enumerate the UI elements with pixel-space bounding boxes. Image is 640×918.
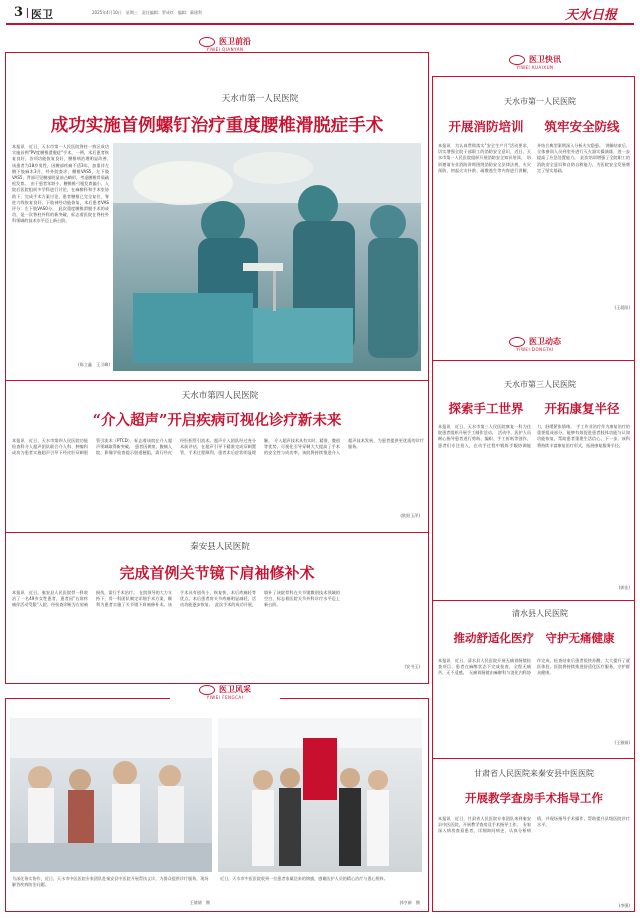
article6-headline: 推动舒适化医疗 守护无痛健康 xyxy=(453,631,615,645)
section-logo-icon xyxy=(509,55,525,65)
article5-signature: (郭佳) xyxy=(618,585,630,590)
article4-headline-right: 筑牢安全防线 xyxy=(544,119,620,134)
section-head-qianyan xyxy=(170,36,280,52)
article3-hospital: 秦安县人民医院 xyxy=(190,542,250,552)
article-divider xyxy=(6,380,428,381)
dongtai-top-rule xyxy=(433,360,634,361)
banner-scene-illustration xyxy=(218,718,422,872)
article4-headline-left: 开展消防培训 xyxy=(448,119,524,134)
section-head-dongtai xyxy=(480,336,590,352)
article2-body: 本报讯 近日，天水市第四人民医院功能检查科介入超声团队联合介入科、肿瘤科成功为患者实施超声引导下经皮肝穿刺胆管引流术（PTCD），标志着该院在介入超声领域取得新突破。 患者因黄疸、腹痛入院，影像学检查提示胆道梗阻，需行经皮经肝胆管引流术。超声介入团队经过充分术前评估，在超声引导下精准完成穿刺置管，手术过程顺利，患者术后症状明显缓解。 介入超声技术具有实时、精准、微创等优势，可视化引导穿刺大大提高了手术的安全性与成功率。该院将持续推进介入超声技术发展，为患者提供更优质的诊疗服务。 xyxy=(12,438,424,456)
article1-hospital: 天水市第一人民医院 xyxy=(221,94,299,104)
article5-hospital: 天水市第三人民医院 xyxy=(504,380,576,389)
section-head-fengcai xyxy=(170,684,280,700)
article6-body: 本报讯 近日，清水县人民医院开展无痛胃肠镜检查项目，患者在麻醉状态下完成检查，全程无痛苦、无不适感。 无痛胃肠镜由麻醉科与消化内科协作完成，检查结束后患者很快苏醒，大大提升了就医体验。医院将持续推进舒适化医疗服务，守护群众健康。 xyxy=(438,658,630,676)
article5-body: 本报讯 近日，天水市第三人民医院康复一科为住院患者组织开展手工制作活动。 活动中，医护人员耐心指导患者进行剪纸、编织、手工折纸等创作，患者们专注投入，在动手过程中锻炼手眼协调能力，舒缓紧张情绪。 手工作业治疗作为康复治疗的重要组成部分，能够有效促进患者肢体功能与认知功能恢复，帮助患者重建生活信心。下一步，该科将持续丰富康复治疗形式，拓展康复服务半径。 xyxy=(438,424,630,448)
section-name: 医卫 xyxy=(31,8,53,21)
section-logo-icon xyxy=(199,37,215,47)
article4-signature: (王晨阳) xyxy=(614,305,630,310)
section-title: 医卫风采 xyxy=(219,685,251,694)
article1-headline: 成功实施首例螺钉治疗重度腰椎滑脱症手术 xyxy=(50,116,384,136)
clinic-scene-illustration xyxy=(10,718,212,872)
photo-caption-left-signature: 王倩倩 摄 xyxy=(189,900,210,905)
article-divider xyxy=(433,758,634,759)
photo-caption-right: 近日，天水市中医医院收到一位患者家属送来的锦旗，感谢医护人员的精心治疗与悉心照料。 xyxy=(220,876,388,881)
masthead-rule xyxy=(6,23,634,25)
date-line: 2025年4月10日 星期三 责任编辑：罗成红 编辑：蔺建利 xyxy=(92,10,202,15)
article2-headline: “介入超声”开启疾病可视化诊疗新未来 xyxy=(92,412,342,429)
article7-hospital: 甘肃省人民医院来秦安县中医医院 xyxy=(474,769,594,778)
article1-body: 本报讯 近日，天水市第一人民医院脊柱一病区成功实施首例"PV度腰椎滑脱症"手术，一例，术后患者恢复良好，各项功能恢复良好，腰椎病治理明显改善。 该患者为18岁男性，因腰部疼痛不适3年，加重伴左侧下肢麻木3月，经外院查诊，腰椎VAS5，左下肢VAS5，背部可见腰部明显前凸畸形，考虑腰椎骨质疏松发育。 由于患者年龄小，腰椎椎弓根发育偏小，入院后医院组织多学科进行讨论，在麻醉科和手术室协助下，完成手术方案讨论，患者腰椎已完全复位，脊柱力线恢复良好，下肢神经功能恢复，术后患者VAS评分：左下肢VAS0分。 此次重度腰椎滑脱手术的成功，是一次脊柱外科的新突破，标志着医院在脊柱外科领域的技术水平迈上新台阶。 xyxy=(12,144,114,224)
article7-signature: (李强) xyxy=(618,903,630,908)
article1-signature: (陈立鑫 王卫峰) xyxy=(78,362,110,367)
page-number: 3 xyxy=(14,5,24,20)
article-divider xyxy=(433,600,634,601)
section-title: 医卫前沿 xyxy=(219,37,251,46)
section-title: 医卫动态 xyxy=(529,337,561,346)
clinic-photo xyxy=(10,718,212,872)
page-divider-mark xyxy=(27,8,28,18)
article3-body: 本报讯 近日，秦安县人民医院骨一科收治了一名49岁女性患者，患者因"右肩疼痛伴活动受限"入院。经检查诊断为右肩袖损伤，需行手术治疗。 在院领导的大力支持下，骨一科团队制定详细手术方案，顺利为患者实施了关节镜下肩袖修补术。该手术具有创伤小、恢复快、术后疼痛轻等优点。术后患者肩关节疼痛明显减轻，活动功能逐步恢复。 此次手术的成功开展，填补了该院骨科在关节镜微创技术领域的空白，标志着医院关节外科诊疗水平迈上新台阶。 xyxy=(12,590,340,608)
photo-caption-left: 为深化务实协作，近日，天水市中医医院专家团队赴秦安县中医院开展帮扶义诊，为群众提供诊疗服务，现场解答疾病防治问题。 xyxy=(12,876,209,888)
paper-name: 天水日报 xyxy=(565,8,618,23)
section-pinyin: YIWEI DONGTAI xyxy=(516,347,554,352)
banner-photo xyxy=(218,718,422,872)
article3-headline: 完成首例关节镜下肩袖修补术 xyxy=(119,564,315,582)
article3-signature: (安书玉) xyxy=(404,664,420,669)
section-pinyin: YIWEI KUAIXUN xyxy=(516,65,554,70)
article6-hospital: 清水县人民医院 xyxy=(512,609,568,618)
article2-hospital: 天水市第四人民医院 xyxy=(181,391,259,401)
section-title: 医卫快讯 xyxy=(529,55,561,64)
article6-signature: (王雅娟) xyxy=(614,740,630,745)
article4-hospital: 天水市第一人民医院 xyxy=(504,97,576,106)
article5-headline-left: 探索手工世界 xyxy=(448,401,524,416)
section-logo-icon xyxy=(199,685,215,695)
photo-caption-right-signature: 郭亨新 摄 xyxy=(399,900,420,905)
article7-body: 本报讯 近日，甘肃省人民医院专家团队来到秦安县中医医院，开展教学查房及手术指导工作。 专家深入病房查看患者，详细询问病史，认真分析病情，并现场指导手术操作，帮助提升县级医院诊疗水平。 xyxy=(438,816,630,834)
section-pinyin: YIWEI FENGCAI xyxy=(206,695,244,700)
masthead xyxy=(0,0,640,26)
article7-headline: 开展教学查房手术指导工作 xyxy=(465,791,603,805)
section-head-kuaixun xyxy=(480,54,590,70)
section-logo-icon xyxy=(509,337,525,347)
article4-body: 本报讯 为认真贯彻落实"安全生产月"活动要求，切实增强全院干部职工的消防安全意识，近日，天水市第一人民医院组织开展消防安全知识培训。 培训邀请专业消防讲师围绕消防安全法律法规、火灾预防、初起火灾扑救、疏散逃生等内容进行讲解，并结合典型案例深入分析火灾隐患。 讲解结束后，全体参训人员到室外进行灭火器实操演练，进一步提高了应急处置能力。 此次培训增强了全院职工的消防安全意识和自防自救能力，为医院安全发展奠定了坚实基础。 xyxy=(438,143,630,173)
article2-signature: (欧阳玉萍) xyxy=(400,513,420,518)
surgery-photo xyxy=(113,143,421,371)
article-divider xyxy=(6,532,428,533)
section-pinyin: YIWEI QIANYAN xyxy=(206,47,244,52)
article5-headline-right: 开拓康复半径 xyxy=(544,401,620,416)
surgery-scene-illustration xyxy=(113,143,421,371)
